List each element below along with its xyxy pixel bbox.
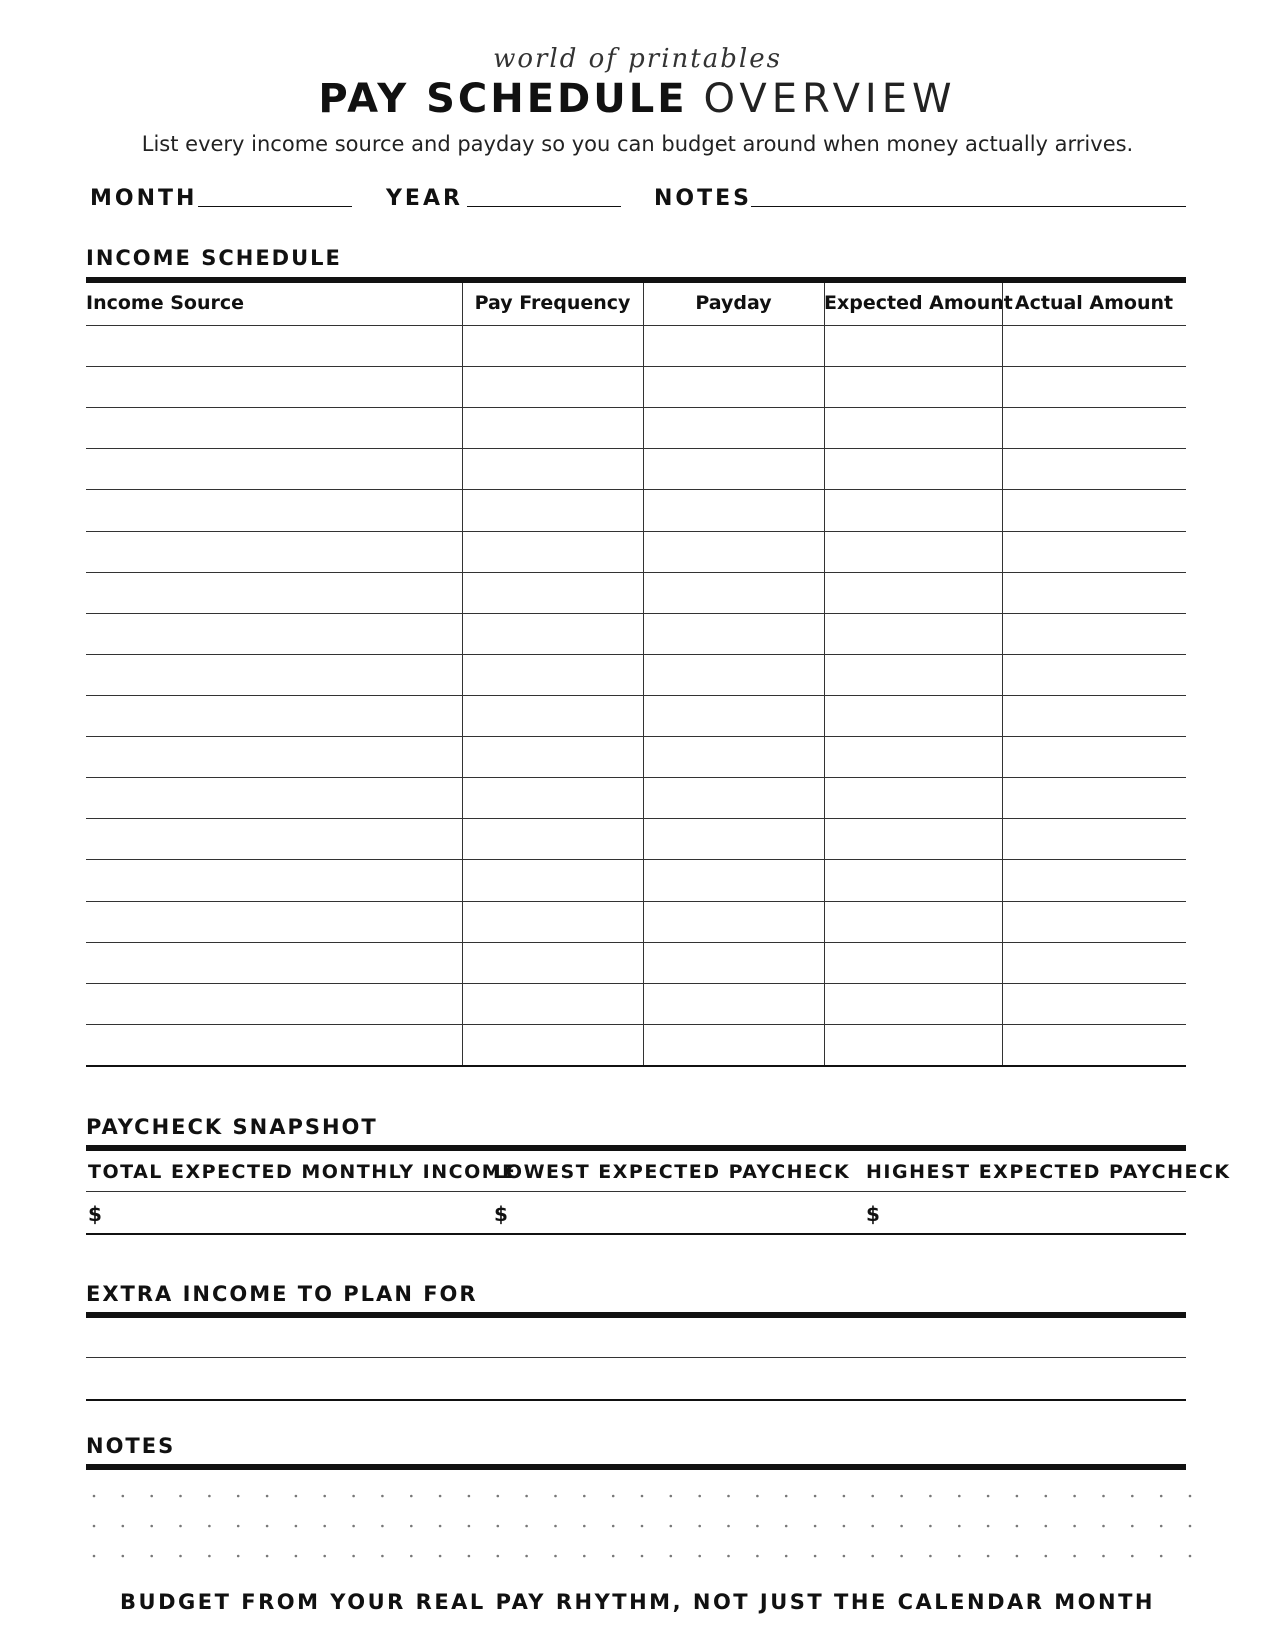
note-dot (352, 1495, 355, 1498)
note-dot (1016, 1555, 1019, 1558)
note-dot (150, 1525, 153, 1528)
note-dot (612, 1525, 615, 1528)
note-dot (900, 1555, 903, 1558)
note-dot (237, 1525, 240, 1528)
notes-dot-grid[interactable] (92, 1492, 1192, 1562)
note-dot (237, 1555, 240, 1558)
note-dot (1160, 1495, 1163, 1498)
note-dot (958, 1495, 961, 1498)
page-subtitle: List every income source and payday so you can budget around when money actually arrives. (141, 132, 1134, 156)
note-dot (497, 1525, 500, 1528)
note-dot (410, 1525, 413, 1528)
notes-top-rule (86, 1464, 1186, 1470)
column-divider (643, 283, 644, 1065)
note-dot (554, 1555, 557, 1558)
note-dot (1045, 1495, 1048, 1498)
note-dot (439, 1525, 442, 1528)
note-dot (1160, 1555, 1163, 1558)
note-dot (1016, 1525, 1019, 1528)
table-row[interactable] (86, 572, 1186, 573)
note-dot (179, 1495, 182, 1498)
income-schedule-top-rule (86, 277, 1186, 283)
note-dot (525, 1525, 528, 1528)
note-dot (814, 1555, 817, 1558)
note-dot (1131, 1495, 1134, 1498)
table-row[interactable] (86, 654, 1186, 655)
note-dot (987, 1555, 990, 1558)
extra-income-top-rule (86, 1312, 1186, 1318)
note-dot (756, 1495, 759, 1498)
note-dot (179, 1525, 182, 1528)
note-dot (698, 1555, 701, 1558)
note-dot (554, 1495, 557, 1498)
note-dot (900, 1495, 903, 1498)
note-dot (670, 1495, 673, 1498)
note-dot (1045, 1555, 1048, 1558)
note-dot (208, 1555, 211, 1558)
table-row[interactable] (86, 613, 1186, 614)
table-row[interactable] (86, 448, 1186, 449)
table-row[interactable] (86, 489, 1186, 490)
note-dot (93, 1495, 96, 1498)
note-dot (468, 1525, 471, 1528)
note-dot (266, 1525, 269, 1528)
table-row[interactable] (86, 531, 1186, 532)
note-dot (122, 1555, 125, 1558)
notes-section-title: NOTES (86, 1434, 176, 1458)
table-row[interactable] (86, 942, 1186, 943)
note-dot (987, 1495, 990, 1498)
note-dot (497, 1495, 500, 1498)
month-label: MONTH (90, 186, 198, 211)
note-dot (756, 1555, 759, 1558)
col-pay-frequency: Pay Frequency (474, 292, 631, 314)
note-dot (958, 1525, 961, 1528)
total-expected-income-field[interactable]: $ (88, 1202, 102, 1226)
note-dot (1189, 1525, 1192, 1528)
note-dot (871, 1495, 874, 1498)
note-dot (1073, 1555, 1076, 1558)
page-title-bold: PAY SCHEDULE (318, 76, 688, 122)
table-row[interactable] (86, 859, 1186, 860)
brand-logo: world of printables (493, 44, 782, 74)
column-divider (824, 283, 825, 1065)
note-dot (641, 1525, 644, 1528)
note-dot (814, 1495, 817, 1498)
note-dot (122, 1525, 125, 1528)
note-dot (1102, 1555, 1105, 1558)
dot-grid-svg (92, 1492, 1192, 1562)
extra-income-title: EXTRA INCOME TO PLAN FOR (86, 1282, 478, 1306)
note-dot (785, 1525, 788, 1528)
note-dot (814, 1525, 817, 1528)
note-dot (208, 1495, 211, 1498)
note-dot (323, 1495, 326, 1498)
table-row[interactable] (86, 901, 1186, 902)
note-dot (843, 1555, 846, 1558)
lowest-paycheck-field[interactable]: $ (494, 1202, 508, 1226)
note-dot (583, 1525, 586, 1528)
snapshot-bottom-rule (86, 1233, 1186, 1235)
note-dot (670, 1525, 673, 1528)
col-payday: Payday (695, 292, 772, 314)
highest-paycheck-label: HIGHEST EXPECTED PAYCHECK (866, 1161, 1231, 1183)
table-row[interactable] (86, 983, 1186, 984)
note-dot (410, 1495, 413, 1498)
note-dot (756, 1525, 759, 1528)
table-row[interactable] (86, 407, 1186, 408)
note-dot (150, 1555, 153, 1558)
table-header-rule (86, 325, 1186, 326)
footer-tagline: BUDGET FROM YOUR REAL PAY RHYTHM, NOT JUST THE CALENDAR MONTH (120, 1590, 1155, 1614)
table-row[interactable] (86, 1024, 1186, 1025)
table-bottom-rule (86, 1065, 1186, 1067)
note-dot (381, 1555, 384, 1558)
note-dot (497, 1555, 500, 1558)
note-dot (93, 1525, 96, 1528)
table-row[interactable] (86, 695, 1186, 696)
note-dot (843, 1525, 846, 1528)
year-field[interactable] (467, 206, 621, 207)
note-dot (929, 1495, 932, 1498)
paycheck-snapshot-title: PAYCHECK SNAPSHOT (86, 1115, 378, 1139)
note-dot (1016, 1495, 1019, 1498)
note-dot (1160, 1525, 1163, 1528)
note-dot (958, 1555, 961, 1558)
note-dot (583, 1555, 586, 1558)
month-field[interactable] (198, 206, 352, 207)
note-dot (727, 1555, 730, 1558)
note-dot (179, 1555, 182, 1558)
col-expected-amount: Expected Amount (824, 292, 1013, 314)
snapshot-mid-rule (86, 1191, 1186, 1192)
note-dot (381, 1495, 384, 1498)
table-row[interactable] (86, 818, 1186, 819)
note-dot (208, 1525, 211, 1528)
note-dot (554, 1525, 557, 1528)
note-dot (295, 1525, 298, 1528)
note-dot (468, 1555, 471, 1558)
note-dot (929, 1555, 932, 1558)
note-dot (612, 1495, 615, 1498)
note-dot (670, 1555, 673, 1558)
col-income-source: Income Source (86, 292, 244, 314)
note-dot (237, 1495, 240, 1498)
note-dot (641, 1555, 644, 1558)
note-dot (1045, 1525, 1048, 1528)
column-divider (462, 283, 463, 1065)
snapshot-top-rule (86, 1145, 1186, 1151)
notes-label: NOTES (654, 186, 752, 211)
notes-field[interactable] (751, 206, 1186, 207)
note-dot (871, 1525, 874, 1528)
table-row[interactable] (86, 736, 1186, 737)
note-dot (1131, 1525, 1134, 1528)
note-dot (929, 1525, 932, 1528)
note-dot (785, 1555, 788, 1558)
note-dot (93, 1555, 96, 1558)
income-schedule-title: INCOME SCHEDULE (86, 246, 342, 270)
note-dot (1073, 1495, 1076, 1498)
note-dot (727, 1495, 730, 1498)
col-actual-amount: Actual Amount (1014, 292, 1174, 314)
note-dot (439, 1495, 442, 1498)
note-dot (150, 1495, 153, 1498)
extra-income-line-2[interactable] (86, 1399, 1186, 1401)
note-dot (1073, 1525, 1076, 1528)
table-row[interactable] (86, 777, 1186, 778)
table-row[interactable] (86, 366, 1186, 367)
note-dot (612, 1555, 615, 1558)
note-dot (583, 1495, 586, 1498)
note-dot (323, 1525, 326, 1528)
note-dot (439, 1555, 442, 1558)
note-dot (1131, 1555, 1134, 1558)
note-dot (698, 1525, 701, 1528)
note-dot (871, 1555, 874, 1558)
note-dot (1189, 1495, 1192, 1498)
note-dot (295, 1495, 298, 1498)
note-dot (727, 1525, 730, 1528)
note-dot (1189, 1555, 1192, 1558)
note-dot (843, 1495, 846, 1498)
note-dot (122, 1495, 125, 1498)
year-label: YEAR (386, 186, 463, 211)
note-dot (266, 1495, 269, 1498)
extra-income-line-1[interactable] (86, 1357, 1186, 1358)
highest-paycheck-field[interactable]: $ (866, 1202, 880, 1226)
note-dot (698, 1495, 701, 1498)
note-dot (1102, 1525, 1105, 1528)
lowest-paycheck-label: LOWEST EXPECTED PAYCHECK (493, 1161, 851, 1183)
note-dot (381, 1525, 384, 1528)
note-dot (987, 1525, 990, 1528)
note-dot (641, 1495, 644, 1498)
total-expected-income-label: TOTAL EXPECTED MONTHLY INCOME (88, 1161, 517, 1183)
note-dot (1102, 1495, 1105, 1498)
note-dot (468, 1495, 471, 1498)
page-title (0, 76, 1275, 122)
page-title-light: OVERVIEW (703, 76, 957, 122)
note-dot (785, 1495, 788, 1498)
column-divider (1002, 283, 1003, 1065)
note-dot (352, 1555, 355, 1558)
note-dot (525, 1495, 528, 1498)
note-dot (295, 1555, 298, 1558)
note-dot (410, 1555, 413, 1558)
note-dot (352, 1525, 355, 1528)
note-dot (525, 1555, 528, 1558)
note-dot (266, 1555, 269, 1558)
note-dot (900, 1525, 903, 1528)
note-dot (323, 1555, 326, 1558)
